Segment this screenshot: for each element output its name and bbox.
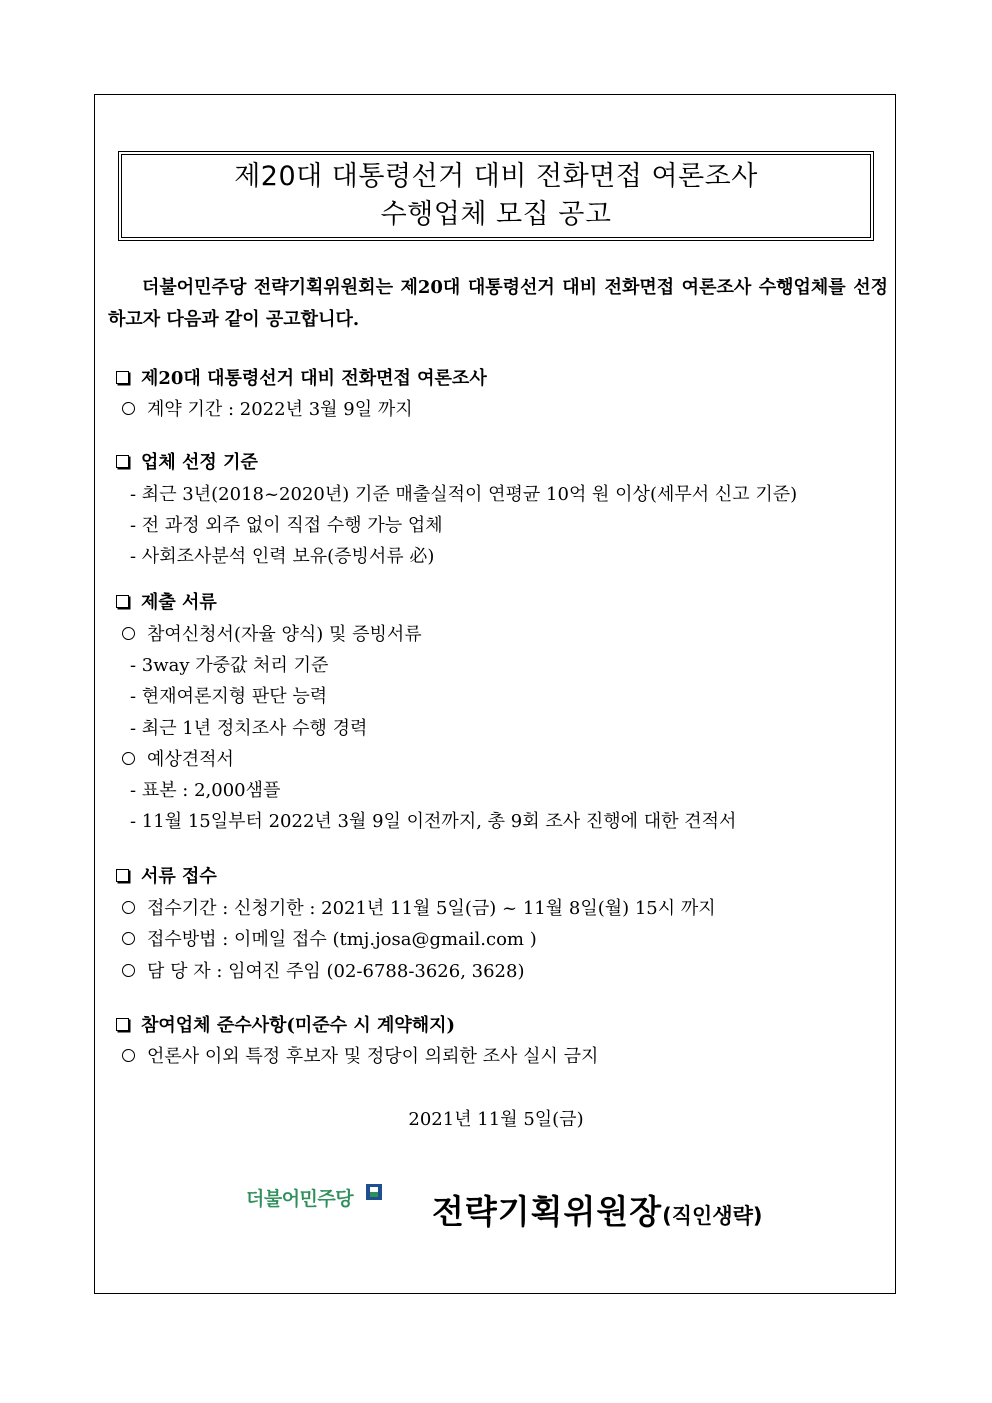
- section-heading-criteria: 업체 선정 기준: [116, 450, 258, 476]
- contact-person-item: 담 당 자 : 임여진 주임 (02-6788-3626, 3628): [122, 959, 524, 985]
- documents-item: 예상견적서: [122, 747, 234, 773]
- title-line-2: 수행업체 모집 공고: [380, 199, 612, 230]
- signature-block: [432, 1186, 763, 1233]
- section-heading-survey: 제20대 대통령선거 대비 전화면접 여론조사: [116, 366, 487, 392]
- title-line-1: 제20대 대통령선거 대비 전화면접 여론조사: [234, 161, 758, 192]
- documents-subitem: - 11월 15일부터 2022년 3월 9일 이전까지, 총 9회 조사 진행에 대한 견적서: [130, 811, 737, 832]
- intro-paragraph: [108, 272, 888, 336]
- documents-item: 참여신청서(자율 양식) 및 증빙서류: [122, 622, 422, 648]
- circle-bullet-icon: [122, 1049, 135, 1062]
- section-heading-compliance: 참여업체 준수사항(미준수 시 계약해지): [116, 1013, 455, 1039]
- party-logo-text: 더불어민주당: [246, 1188, 354, 1210]
- checkbox-square-icon: [116, 595, 129, 608]
- circle-bullet-icon: [122, 752, 135, 765]
- intro-text: 더불어민주당 전략기획위원회는 제20대 대통령선거 대비 전화면접 여론조사 수행업체를 선정하고자 다음과 같이 공고합니다.: [108, 277, 888, 330]
- seal-omitted-note: (직인생략): [662, 1204, 763, 1228]
- submission-method-item: 접수방법 : 이메일 접수 (tmj.josa@gmail.com ): [122, 927, 537, 953]
- title-box: [118, 151, 874, 241]
- checkbox-square-icon: [116, 1018, 129, 1031]
- compliance-item: 언론사 이외 특정 후보자 및 정당이 의뢰한 조사 실시 금지: [122, 1044, 598, 1070]
- checkbox-square-icon: [116, 455, 129, 468]
- criteria-item: - 최근 3년(2018~2020년) 기준 매출실적이 연평균 10억 원 이상(세무서 신고 기준): [130, 484, 798, 505]
- checkbox-square-icon: [116, 371, 129, 384]
- criteria-item: - 사회조사분석 인력 보유(증빙서류 必): [130, 546, 435, 567]
- criteria-item: - 전 과정 외주 없이 직접 수행 가능 업체: [130, 515, 443, 536]
- documents-subitem: - 표본 : 2,000샘플: [130, 780, 281, 801]
- contract-period-item: 계약 기간 : 2022년 3월 9일 까지: [122, 397, 413, 423]
- signatory-title: 전략기획위원장: [432, 1192, 663, 1231]
- announcement-date: 2021년 11월 5일(금): [408, 1109, 584, 1130]
- party-logo: [246, 1184, 353, 1211]
- circle-bullet-icon: [122, 932, 135, 945]
- circle-bullet-icon: [122, 901, 135, 914]
- submission-period-item: 접수기간 : 신청기한 : 2021년 11월 5일(금) ~ 11월 8일(월) 15시 까지: [122, 896, 716, 922]
- section-heading-submission: 서류 접수: [116, 864, 217, 890]
- documents-subitem: - 3way 가중값 처리 기준: [130, 655, 329, 676]
- circle-bullet-icon: [122, 964, 135, 977]
- documents-subitem: - 최근 1년 정치조사 수행 경력: [130, 718, 368, 739]
- circle-bullet-icon: [122, 402, 135, 415]
- circle-bullet-icon: [122, 627, 135, 640]
- checkbox-square-icon: [116, 869, 129, 882]
- party-logo-mark-icon: [364, 1182, 384, 1204]
- section-heading-documents: 제출 서류: [116, 590, 217, 616]
- documents-subitem: - 현재여론지형 판단 능력: [130, 686, 328, 707]
